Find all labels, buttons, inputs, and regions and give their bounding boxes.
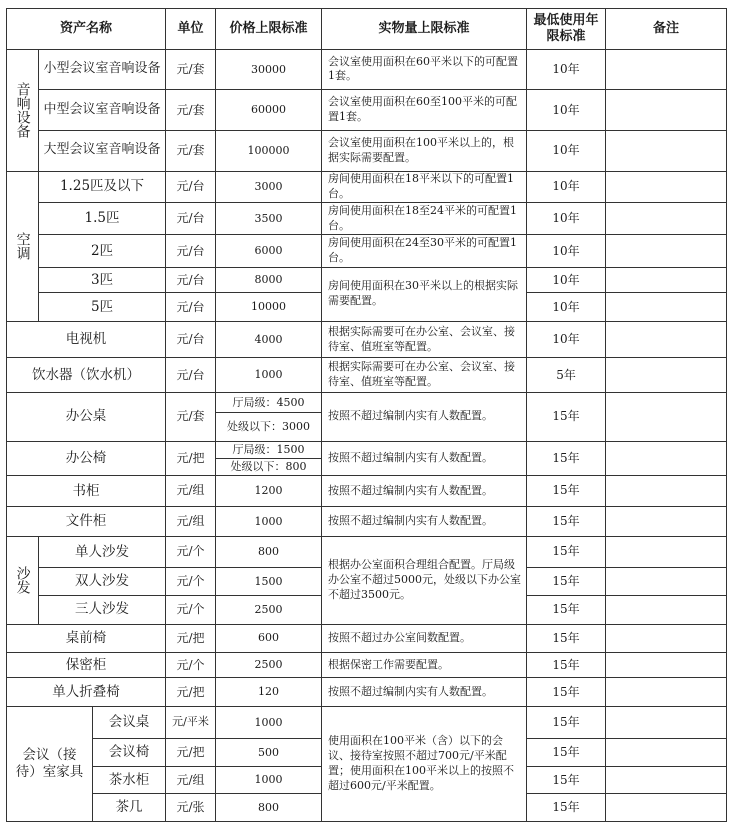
asset-note [606, 90, 727, 131]
asset-note [606, 130, 727, 171]
asset-name: 办公椅 [7, 441, 166, 476]
asset-life: 10年 [527, 293, 606, 321]
asset-name: 三人沙发 [39, 596, 166, 624]
asset-unit: 元/个 [166, 537, 216, 567]
asset-note [606, 624, 727, 652]
asset-price: 3500 [216, 202, 322, 235]
asset-standards-table [6, 8, 727, 822]
asset-price: 10000 [216, 293, 322, 321]
asset-note [606, 678, 727, 706]
asset-note [606, 739, 727, 766]
asset-note [606, 293, 727, 321]
asset-standard: 会议室使用面积在100平米以上的，根据实际需要配置。 [322, 130, 527, 171]
table-row [7, 321, 727, 358]
asset-name: 饮水器（饮水机） [7, 358, 166, 393]
asset-note [606, 171, 727, 202]
asset-name: 单人折叠椅 [7, 678, 166, 706]
table-row [7, 392, 727, 412]
asset-unit: 元/组 [166, 766, 216, 793]
asset-price: 4000 [216, 321, 322, 358]
asset-note [606, 267, 727, 292]
asset-life: 10年 [527, 171, 606, 202]
asset-name: 单人沙发 [39, 537, 166, 567]
table-row [7, 358, 727, 393]
asset-unit: 元/把 [166, 441, 216, 476]
asset-unit: 元/套 [166, 90, 216, 131]
asset-note [606, 476, 727, 506]
asset-price-junior: 处级以下：3000 [216, 413, 322, 441]
asset-price-senior: 厅局级：1500 [216, 441, 322, 458]
asset-life: 10年 [527, 49, 606, 90]
asset-life: 15年 [527, 596, 606, 624]
asset-life: 10年 [527, 130, 606, 171]
asset-price: 1200 [216, 476, 322, 506]
asset-standard: 房间使用面积在30平米以上的根据实际需要配置。 [322, 267, 527, 321]
asset-name: 会议椅 [93, 739, 166, 766]
asset-name: 文件柜 [7, 506, 166, 536]
asset-unit: 元/组 [166, 476, 216, 506]
asset-life: 10年 [527, 267, 606, 292]
table-row [7, 476, 727, 506]
asset-unit: 元/套 [166, 49, 216, 90]
asset-unit: 元/套 [166, 130, 216, 171]
asset-standard: 房间使用面积在18平米以下的可配置1台。 [322, 171, 527, 202]
asset-standard: 会议室使用面积在60至100平米的可配置1套。 [322, 90, 527, 131]
asset-standard: 房间使用面积在24至30平米的可配置1台。 [322, 235, 527, 268]
asset-unit: 元/台 [166, 235, 216, 268]
asset-name: 电视机 [7, 321, 166, 358]
asset-price: 600 [216, 624, 322, 652]
asset-note [606, 358, 727, 393]
table-row [7, 441, 727, 458]
asset-life: 5年 [527, 358, 606, 393]
group-label-ac: 空调 [7, 171, 39, 321]
asset-note [606, 766, 727, 793]
asset-unit: 元/平米 [166, 706, 216, 739]
asset-price: 1000 [216, 766, 322, 793]
asset-note [606, 392, 727, 441]
asset-unit: 元/台 [166, 267, 216, 292]
asset-life: 15年 [527, 506, 606, 536]
asset-unit: 元/台 [166, 171, 216, 202]
asset-standard: 会议室使用面积在60平米以下的可配置1套。 [322, 49, 527, 90]
table-row [7, 130, 727, 171]
asset-name: 双人沙发 [39, 567, 166, 595]
asset-unit: 元/组 [166, 506, 216, 536]
asset-note [606, 706, 727, 739]
header-life: 最低使用年限标准 [527, 9, 606, 50]
table-row [7, 235, 727, 268]
asset-unit: 元/台 [166, 202, 216, 235]
asset-name: 大型会议室音响设备 [39, 130, 166, 171]
asset-note [606, 794, 727, 822]
table-row [7, 537, 727, 567]
group-label-audio: 音响设备 [7, 49, 39, 171]
asset-name: 1.5匹 [39, 202, 166, 235]
asset-name: 办公桌 [7, 392, 166, 441]
asset-name: 中型会议室音响设备 [39, 90, 166, 131]
asset-life: 15年 [527, 706, 606, 739]
asset-life: 15年 [527, 537, 606, 567]
header-price: 价格上限标准 [216, 9, 322, 50]
asset-life: 10年 [527, 321, 606, 358]
header-unit: 单位 [166, 9, 216, 50]
asset-name: 3匹 [39, 267, 166, 292]
asset-price: 1000 [216, 706, 322, 739]
asset-standard: 房间使用面积在18至24平米的可配置1台。 [322, 202, 527, 235]
asset-name: 5匹 [39, 293, 166, 321]
asset-note [606, 567, 727, 595]
asset-life: 15年 [527, 678, 606, 706]
table-row [7, 653, 727, 678]
asset-standard: 根据办公室面积合理组合配置。厅局级办公室不超过5000元，处级以下办公室不超过3500元。 [322, 537, 527, 624]
asset-price-junior: 处级以下：800 [216, 458, 322, 475]
asset-standard: 按照不超过编制内实有人数配置。 [322, 392, 527, 441]
table-row [7, 90, 727, 131]
asset-price: 6000 [216, 235, 322, 268]
asset-price: 3000 [216, 171, 322, 202]
asset-note [606, 202, 727, 235]
table-row [7, 267, 727, 292]
asset-unit: 元/台 [166, 321, 216, 358]
asset-price: 1500 [216, 567, 322, 595]
asset-name: 2匹 [39, 235, 166, 268]
table-row [7, 706, 727, 739]
table-row [7, 202, 727, 235]
asset-standard: 按照不超过编制内实有人数配置。 [322, 441, 527, 476]
table-row [7, 678, 727, 706]
asset-standard: 按照不超过编制内实有人数配置。 [322, 476, 527, 506]
asset-name: 小型会议室音响设备 [39, 49, 166, 90]
asset-price: 1000 [216, 358, 322, 393]
asset-standard: 使用面积在100平米（含）以下的会议、接待室按照不超过700元/平米配置；使用面积在100平米以上的按照不超过600元/平米配置。 [322, 706, 527, 821]
asset-life: 15年 [527, 392, 606, 441]
asset-life: 15年 [527, 567, 606, 595]
asset-life: 15年 [527, 653, 606, 678]
asset-note [606, 441, 727, 476]
asset-standard: 按照不超过办公室间数配置。 [322, 624, 527, 652]
group-label-meeting: 会议（接待）室家具 [7, 706, 93, 821]
asset-price: 800 [216, 794, 322, 822]
asset-unit: 元/个 [166, 567, 216, 595]
asset-price-senior: 厅局级：4500 [216, 392, 322, 412]
asset-price: 800 [216, 537, 322, 567]
asset-standard: 根据保密工作需要配置。 [322, 653, 527, 678]
asset-unit: 元/把 [166, 624, 216, 652]
header-row [7, 9, 727, 50]
asset-price: 500 [216, 739, 322, 766]
asset-price: 8000 [216, 267, 322, 292]
header-standard: 实物量上限标准 [322, 9, 527, 50]
asset-price: 1000 [216, 506, 322, 536]
asset-price: 2500 [216, 653, 322, 678]
asset-unit: 元/台 [166, 358, 216, 393]
asset-name: 茶几 [93, 794, 166, 822]
asset-life: 15年 [527, 624, 606, 652]
asset-price: 30000 [216, 49, 322, 90]
asset-life: 10年 [527, 235, 606, 268]
asset-life: 15年 [527, 441, 606, 476]
asset-unit: 元/把 [166, 739, 216, 766]
asset-note [606, 537, 727, 567]
asset-life: 15年 [527, 766, 606, 793]
asset-name: 1.25匹及以下 [39, 171, 166, 202]
asset-note [606, 235, 727, 268]
header-note: 备注 [606, 9, 727, 50]
asset-note [606, 321, 727, 358]
asset-price: 2500 [216, 596, 322, 624]
asset-unit: 元/套 [166, 392, 216, 441]
asset-name: 书柜 [7, 476, 166, 506]
asset-life: 15年 [527, 794, 606, 822]
asset-life: 15年 [527, 739, 606, 766]
group-label-sofa: 沙发 [7, 537, 39, 624]
asset-standard: 根据实际需要可在办公室、会议室、接待室、值班室等配置。 [322, 321, 527, 358]
asset-unit: 元/张 [166, 794, 216, 822]
asset-unit: 元/个 [166, 596, 216, 624]
asset-price: 120 [216, 678, 322, 706]
asset-life: 10年 [527, 90, 606, 131]
asset-note [606, 506, 727, 536]
table-row [7, 506, 727, 536]
asset-name: 桌前椅 [7, 624, 166, 652]
asset-unit: 元/台 [166, 293, 216, 321]
asset-price: 60000 [216, 90, 322, 131]
asset-life: 10年 [527, 202, 606, 235]
table-row [7, 624, 727, 652]
asset-standard: 按照不超过编制内实有人数配置。 [322, 506, 527, 536]
asset-note [606, 49, 727, 90]
asset-note [606, 653, 727, 678]
table-row [7, 49, 727, 90]
asset-life: 15年 [527, 476, 606, 506]
table-row [7, 171, 727, 202]
header-name: 资产名称 [7, 9, 166, 50]
asset-note [606, 596, 727, 624]
asset-name: 茶水柜 [93, 766, 166, 793]
asset-name: 会议桌 [93, 706, 166, 739]
asset-name: 保密柜 [7, 653, 166, 678]
asset-standard: 根据实际需要可在办公室、会议室、接待室、值班室等配置。 [322, 358, 527, 393]
asset-unit: 元/个 [166, 653, 216, 678]
asset-unit: 元/把 [166, 678, 216, 706]
asset-price: 100000 [216, 130, 322, 171]
asset-standard: 按照不超过编制内实有人数配置。 [322, 678, 527, 706]
